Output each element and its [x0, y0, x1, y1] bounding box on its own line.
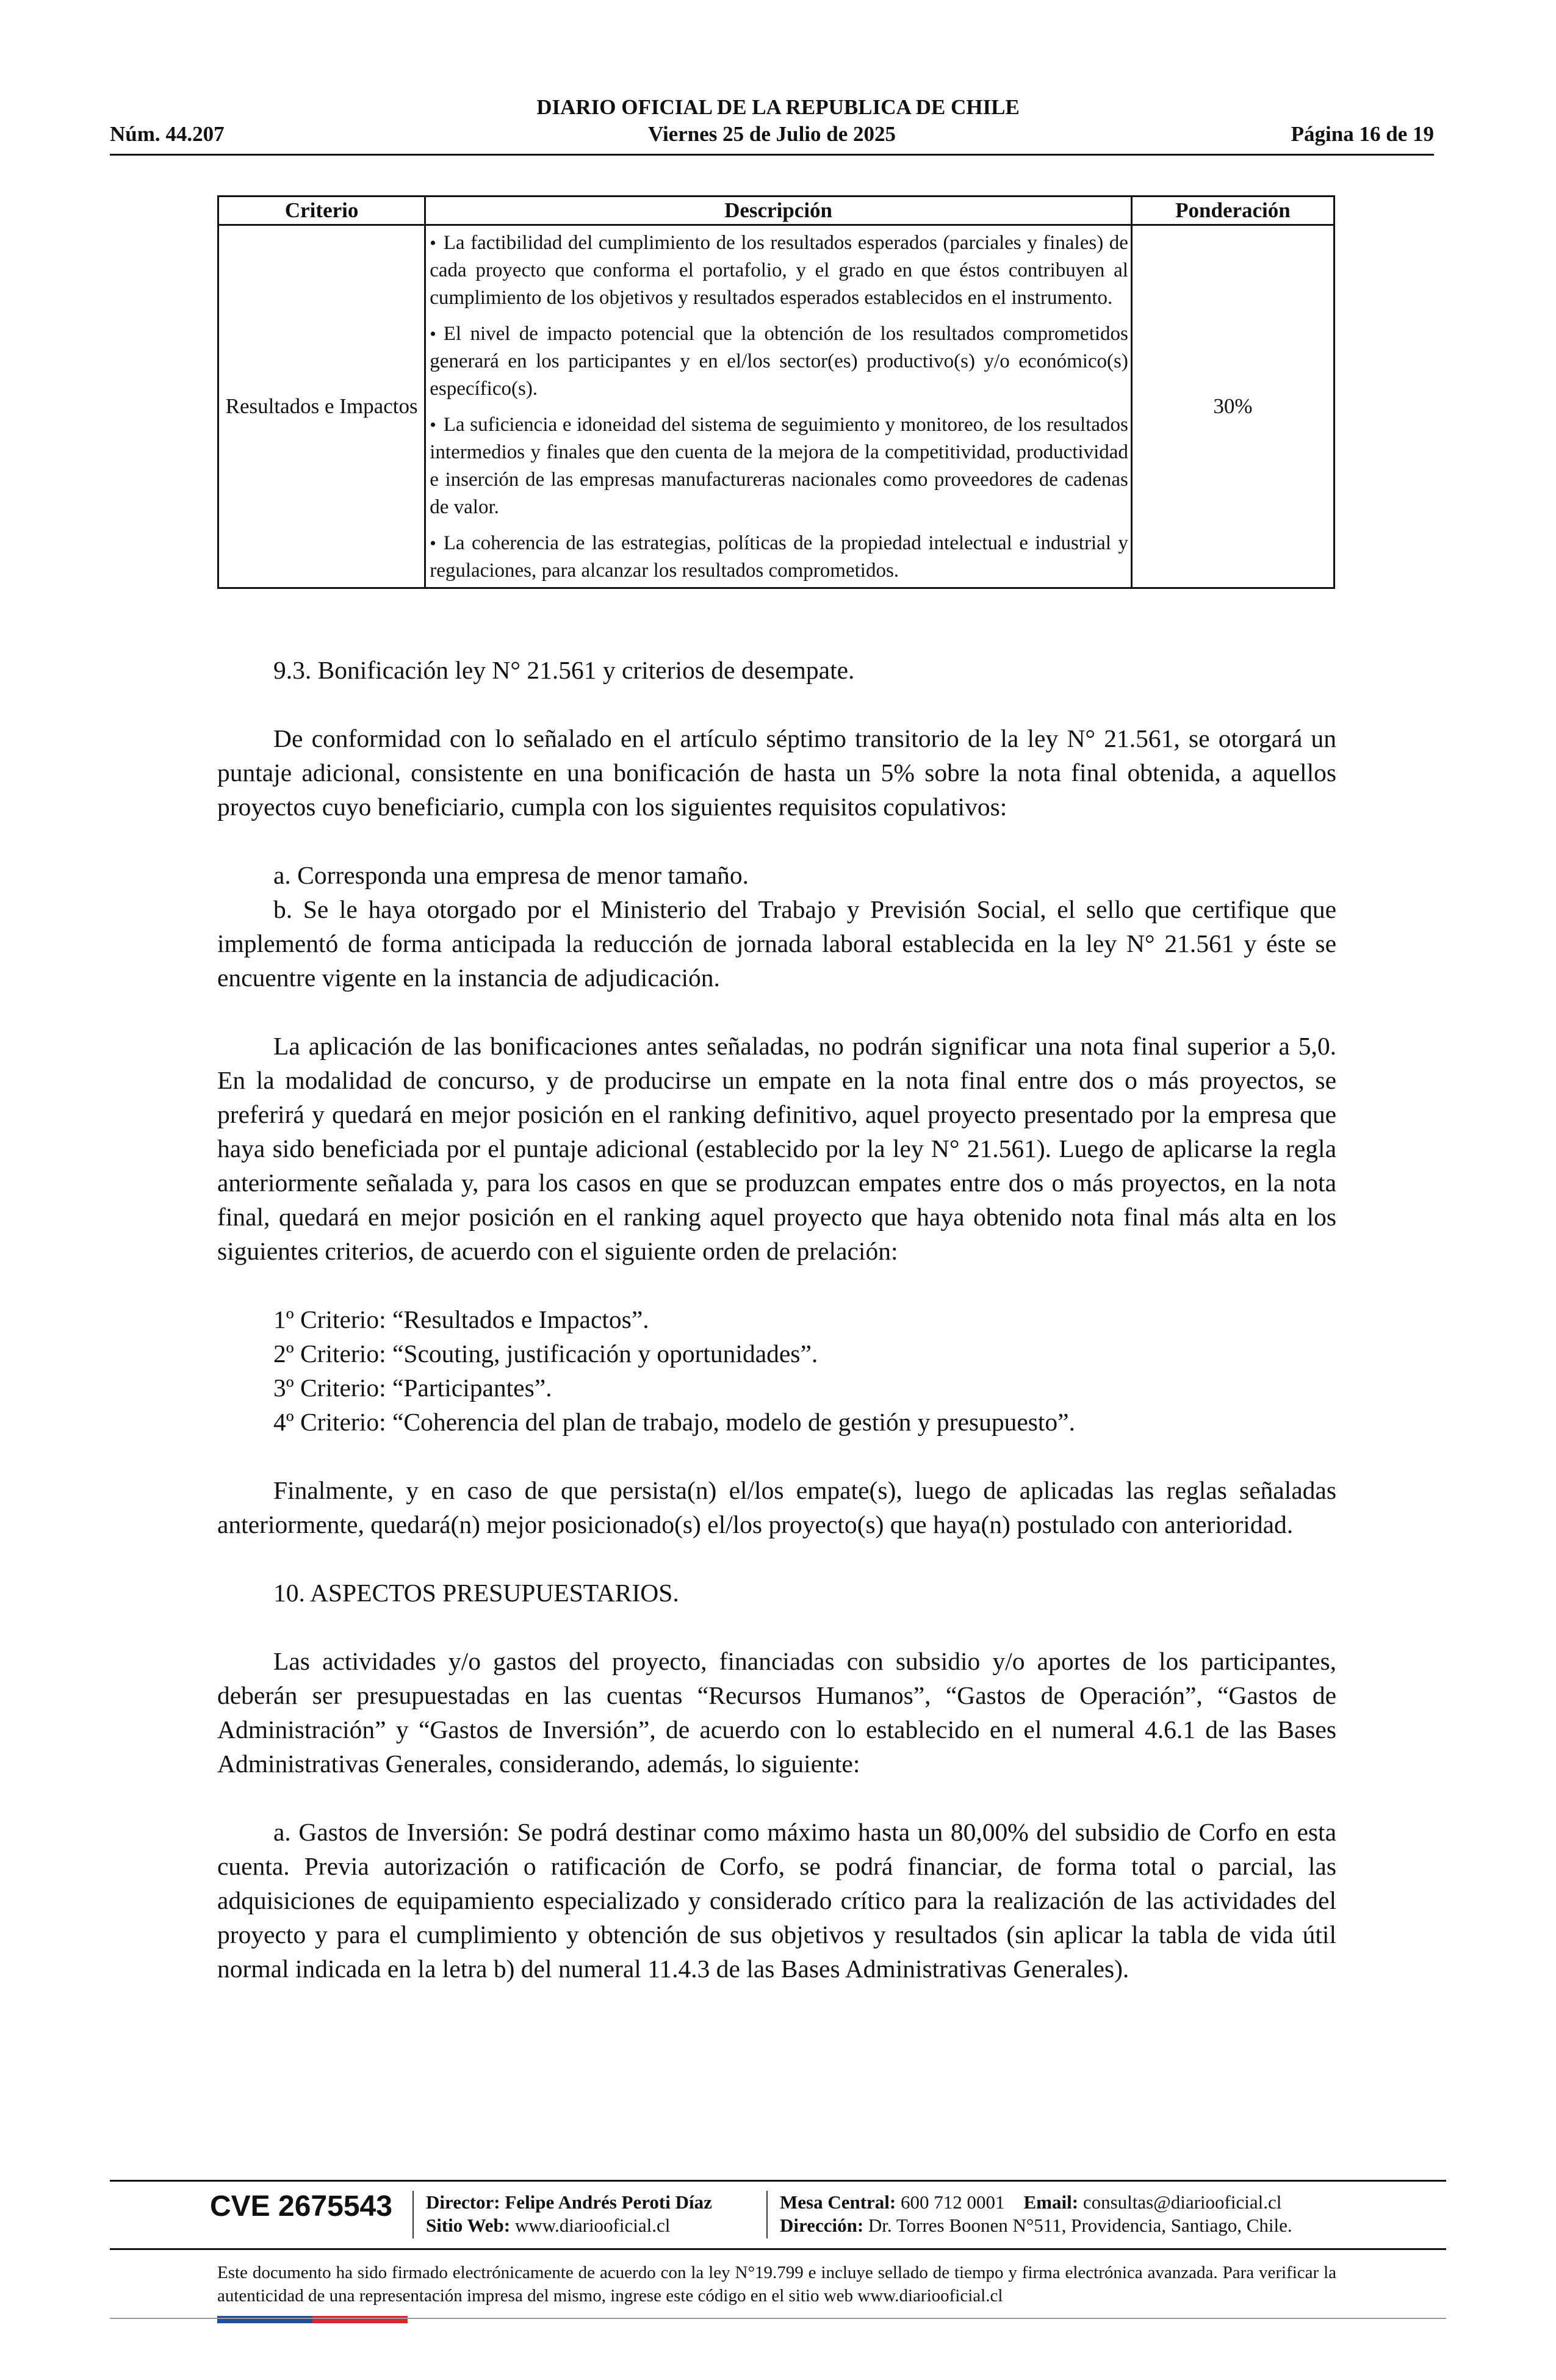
table-header-row — [218, 197, 1334, 225]
cve-code: CVE 2675543 — [210, 2190, 392, 2223]
mesa-label: Mesa Central: — [780, 2191, 896, 2213]
paragraph-actividades: Las actividades y/o gastos del proyecto, financiadas con subsidio y/o aportes de los participantes, deberán ser presupuestadas en las cuentas “Recursos Humanos”, “Gastos de Operación”, “Gastos de Administración” y “Gastos de Inversión”, de acuerdo con lo establecido en el numeral 4.6.1 de las Bases Administrativas Generales, considerando, además, lo siguiente: — [217, 1647, 1336, 1778]
signature-disclaimer: Este documento ha sido firmado electrónicamente de acuerdo con la ley N°19.799 e incluye sellado de tiempo y firma electrónica avanzada. Para verificar la autenticidad de una representación impresa del mismo, ingrese este código en el sitio web www.diariooficial.cl — [217, 2263, 1336, 2306]
bullet-icon: • — [430, 324, 436, 344]
footer-mid-divider — [110, 2248, 1446, 2250]
paragraph-gastos-inversion: a. Gastos de Inversión: Se podrá destinar como máximo hasta un 80,00% del subsidio de Corfo en esta cuenta. Previa autorización o ratificación de Corfo, se podrá financiar, de forma total o parcial, las adquisiciones de equipamiento especializado y considerado crítico para la realización de las actividades del proyecto y para el cumplimiento y obtención de sus objetivos y resultados (sin aplicar la tabla de vida útil normal indicada en la letra b) del numeral 11.4.3 de las Bases Administrativas Generales). — [217, 1818, 1336, 1983]
bullet-text: La suficiencia e idoneidad del sistema de seguimiento y monitoreo, de los resultados intermedios y finales que den cuenta de la mejora de la competitividad, productividad e inserción de las empresas manufactureras nacionales como proveedores de cadenas de valor. — [430, 414, 1128, 518]
section-9-3-title: 9.3. Bonificación ley N° 21.561 y criterios de desempate. — [273, 656, 855, 684]
weight-cell: 30% — [1131, 225, 1334, 588]
page-indicator: Página 16 de 19 — [1291, 122, 1434, 146]
header-descripcion: Descripción — [425, 197, 1132, 225]
requirement-b: b. Se le haya otorgado por el Ministerio del Trabajo y Previsión Social, el sello que certifique que implementó de forma anticipada la reducción de jornada laboral establecida en la ley N° 21.561 y éste se encuentre vigente en la instancia de adjudicación. — [217, 895, 1336, 992]
header-divider — [110, 154, 1434, 156]
footer-separator — [766, 2191, 768, 2238]
bullet-text: La coherencia de las estrategias, políticas de la propiedad intelectual e industrial y regulaciones, para alcanzar los resultados comprometidos. — [430, 532, 1128, 582]
paragraph-desempate: La aplicación de las bonificaciones antes señaladas, no podrán significar una nota final superior a 5,0. En la modalidad de concurso, y de producirse un empate en la nota final entre dos o más proyectos, se preferirá y quedará en mejor posición en el ranking definitivo, aquel proyecto presentado por la empresa que haya sido beneficiada por el puntaje adicional (establecido por la ley N° 21.561). Luego de aplicarse la regla anteriormente señalada y, para los casos en que se produzcan empates entre dos o más proyectos, en la nota final, quedará en mejor posición en el ranking aquel proyecto que haya obtenido nota final más alta en los siguientes criterios, de acuerdo con el siguiente orden de prelación: — [217, 1032, 1336, 1265]
footer-bottom-divider — [110, 2318, 1446, 2319]
requirement-a: a. Corresponda una empresa de menor tamaño. — [273, 861, 749, 889]
criteria-list-item: 2º Criterio: “Scouting, justificación y oportunidades”. — [273, 1340, 818, 1368]
flag-bar-red — [312, 2316, 408, 2323]
email-label: Email: — [1023, 2191, 1079, 2213]
description-bullet — [430, 320, 1128, 403]
criteria-list-item: 1º Criterio: “Resultados e Impactos”. — [273, 1305, 649, 1333]
mesa-value: 600 712 0001 — [901, 2191, 1005, 2213]
header-criterio: Criterio — [218, 197, 425, 225]
description-bullet — [430, 530, 1128, 585]
bullet-icon: • — [430, 233, 436, 253]
director-label: Director: — [426, 2191, 500, 2213]
paragraph-bonificacion: De conformidad con lo señalado en el artículo séptimo transitorio de la ley N° 21.561, se otorgará un puntaje adicional, consistente en una bonificación de hasta un 5% sobre la nota final obtenida, a aquellos proyectos cuyo beneficiario, cumpla con los siguientes requisitos copulativos: — [217, 724, 1336, 821]
table-row — [218, 225, 1334, 588]
issue-number: Núm. 44.207 — [110, 122, 225, 146]
footer-contact-block — [780, 2191, 1292, 2237]
web-label: Sitio Web: — [426, 2215, 511, 2236]
paragraph-finalmente: Finalmente, y en caso de que persista(n) el/los empate(s), luego de aplicadas las reglas señaladas anteriormente, quedará(n) mejor posicionado(s) el/los proyecto(s) que haya(n) postulado con anterioridad. — [217, 1476, 1336, 1538]
criteria-list-item: 3º Criterio: “Participantes”. — [273, 1374, 552, 1402]
publication-title: DIARIO OFICIAL DE LA REPUBLICA DE CHILE — [536, 95, 1020, 119]
criteria-table — [217, 195, 1335, 589]
criterion-cell: Resultados e Impactos — [218, 225, 425, 588]
email-link[interactable]: consultas@diariooficial.cl — [1082, 2191, 1282, 2213]
section-10-title: 10. ASPECTOS PRESUPUESTARIOS. — [273, 1579, 679, 1607]
footer-director-block — [426, 2191, 712, 2237]
header-ponderacion: Ponderación — [1131, 197, 1334, 225]
body-text — [217, 653, 1336, 1986]
description-cell — [425, 225, 1132, 588]
criteria-list-item: 4º Criterio: “Coherencia del plan de trabajo, modelo de gestión y presupuesto”. — [273, 1408, 1075, 1436]
address-label: Dirección: — [780, 2215, 864, 2236]
description-bullet — [430, 229, 1128, 312]
footer-separator — [412, 2191, 414, 2238]
address-value: Dr. Torres Boonen N°511, Providencia, Santiago, Chile. — [868, 2215, 1292, 2236]
director-name: Felipe Andrés Peroti Díaz — [505, 2191, 712, 2213]
bullet-icon: • — [430, 415, 436, 435]
bullet-text: La factibilidad del cumplimiento de los resultados esperados (parciales y finales) de cada proyecto que conforma el portafolio, y el grado en que éstos contribuyen al cumplimiento de los objetivos y resultados esperados establecidos en el instrumento. — [430, 232, 1128, 309]
description-bullet — [430, 411, 1128, 521]
flag-bar-blue — [217, 2316, 312, 2323]
bullet-text: El nivel de impacto potencial que la obtención de los resultados comprometidos generará en los participantes y en el/los sector(es) productivo(s) y/o económico(s) específico(s). — [430, 323, 1128, 400]
issue-date: Viernes 25 de Julio de 2025 — [647, 122, 896, 146]
bullet-icon: • — [430, 533, 436, 554]
footer-top-divider — [110, 2180, 1446, 2182]
web-link[interactable]: www.diariooficial.cl — [514, 2215, 671, 2236]
